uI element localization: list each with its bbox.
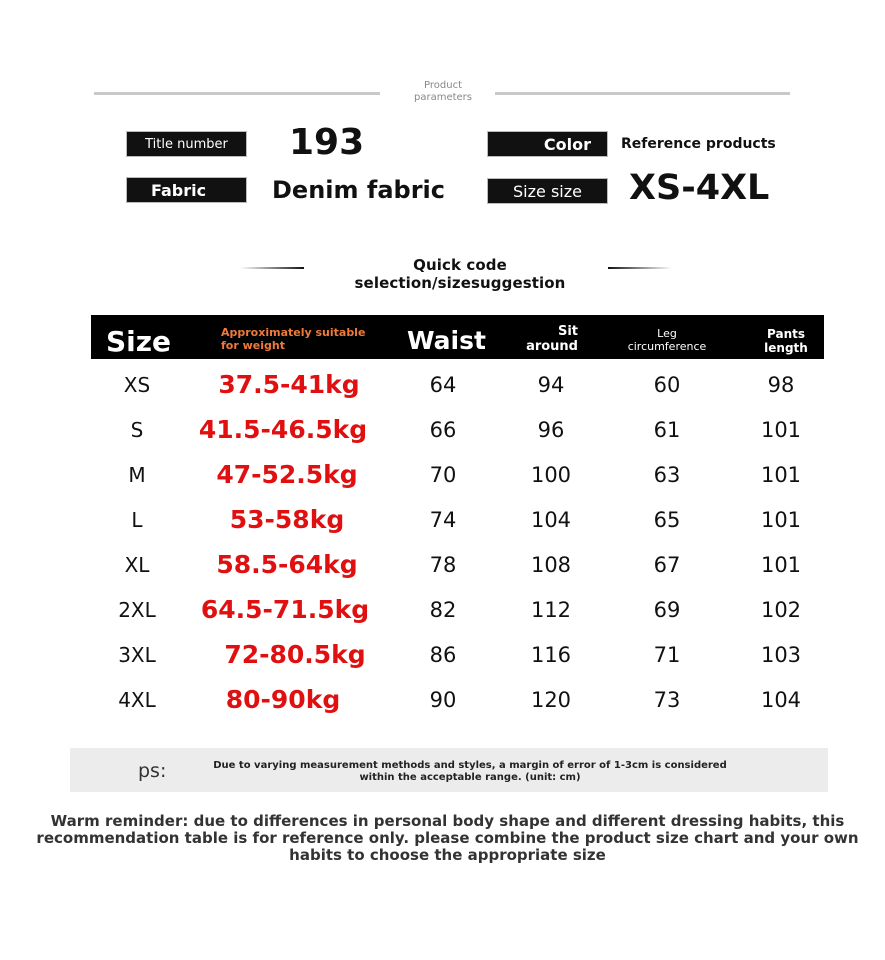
cell-length: 101: [760, 552, 802, 577]
header-weight-line2: for weight: [221, 339, 285, 352]
cell-size: 4XL: [118, 687, 156, 712]
cell-leg: 61: [653, 417, 681, 442]
cell-sit: 94: [537, 372, 565, 397]
cell-leg: 60: [653, 372, 681, 397]
cell-waist: 74: [429, 507, 457, 532]
cell-length: 101: [760, 507, 802, 532]
cell-size: XS: [123, 372, 151, 397]
sub-title: Quick code selection/sizesuggestion: [354, 256, 566, 292]
cell-weight: 47-52.5kg: [216, 460, 358, 489]
table-row: [91, 542, 824, 587]
table-row: [91, 407, 824, 452]
cell-waist: 78: [429, 552, 457, 577]
cell-sit: 112: [530, 597, 572, 622]
cell-weight: 53-58kg: [229, 505, 345, 534]
cell-size: S: [130, 417, 144, 442]
header-sit: [523, 324, 578, 354]
table-row: [91, 677, 824, 722]
color-label: Color: [487, 131, 608, 157]
table-row: [91, 587, 824, 632]
section-rule-left: [94, 92, 380, 95]
cell-size: M: [128, 462, 146, 487]
cell-sit: 116: [530, 642, 572, 667]
cell-waist: 64: [429, 372, 457, 397]
subtitle-line-right: [608, 267, 672, 269]
size-value: XS-4XL: [629, 168, 770, 208]
header-weight: [221, 326, 365, 352]
table-row: [91, 452, 824, 497]
cell-length: 101: [760, 462, 802, 487]
fabric-value: Denim fabric: [272, 176, 445, 204]
cell-leg: 71: [653, 642, 681, 667]
color-value: Reference products: [621, 136, 776, 152]
cell-waist: 86: [429, 642, 457, 667]
cell-leg: 65: [653, 507, 681, 532]
cell-sit: 104: [530, 507, 572, 532]
size-label: Size size: [487, 178, 608, 204]
header-waist: Waist: [407, 326, 486, 355]
cell-weight: 58.5-64kg: [216, 550, 358, 579]
fabric-label: Fabric: [126, 177, 247, 203]
header-leg: [619, 327, 715, 353]
cell-sit: 96: [537, 417, 565, 442]
cell-length: 101: [760, 417, 802, 442]
cell-weight: 72-80.5kg: [224, 640, 366, 669]
section-title: Product parameters: [413, 80, 472, 103]
cell-length: 104: [760, 687, 802, 712]
cell-length: 103: [760, 642, 802, 667]
cell-size: 2XL: [118, 597, 156, 622]
cell-waist: 90: [429, 687, 457, 712]
warm-reminder: Warm reminder: due to differences in personal body shape and different dressing habits, this recommendation table is for reference only. please combine the product size chart and your own habits to choose the appropriate size: [36, 812, 859, 864]
note-prefix: ps:: [138, 760, 167, 782]
cell-waist: 70: [429, 462, 457, 487]
cell-weight: 64.5-71.5kg: [200, 595, 370, 624]
cell-weight: 80-90kg: [225, 685, 341, 714]
cell-sit: 100: [530, 462, 572, 487]
cell-size: XL: [124, 552, 150, 577]
cell-leg: 63: [653, 462, 681, 487]
header-size: Size: [106, 325, 172, 358]
cell-sit: 108: [530, 552, 572, 577]
header-leg-line2: circumference: [627, 340, 707, 353]
table-header: [91, 315, 824, 359]
header-weight-line1: Approximately suitable: [221, 326, 366, 339]
cell-length: 102: [760, 597, 802, 622]
cell-size: L: [131, 507, 143, 532]
header-pants: [761, 327, 811, 355]
title-number-label: Title number: [126, 131, 247, 157]
table-row: [91, 632, 824, 677]
table-row: [91, 362, 824, 407]
header-sit-line1: Sit: [557, 324, 578, 339]
cell-leg: 73: [653, 687, 681, 712]
title-number-value: 193: [289, 122, 365, 163]
cell-weight: 41.5-46.5kg: [198, 415, 368, 444]
cell-leg: 69: [653, 597, 681, 622]
table-row: [91, 497, 824, 542]
cell-weight: 37.5-41kg: [218, 370, 360, 399]
header-sit-line2: around: [526, 339, 578, 354]
note-text: Due to varying measurement methods and styles, a margin of error of 1-3cm is considered within the acceptable range. (unit: cm): [213, 760, 727, 783]
cell-waist: 82: [429, 597, 457, 622]
header-pants-line2: length: [764, 341, 808, 355]
section-rule-right: [495, 92, 790, 95]
cell-waist: 66: [429, 417, 457, 442]
cell-leg: 67: [653, 552, 681, 577]
cell-size: 3XL: [118, 642, 156, 667]
subtitle-line-left: [240, 267, 304, 269]
header-pants-line1: Pants: [767, 327, 805, 341]
cell-length: 98: [767, 372, 795, 397]
header-leg-line1: Leg: [657, 327, 677, 340]
cell-sit: 120: [530, 687, 572, 712]
